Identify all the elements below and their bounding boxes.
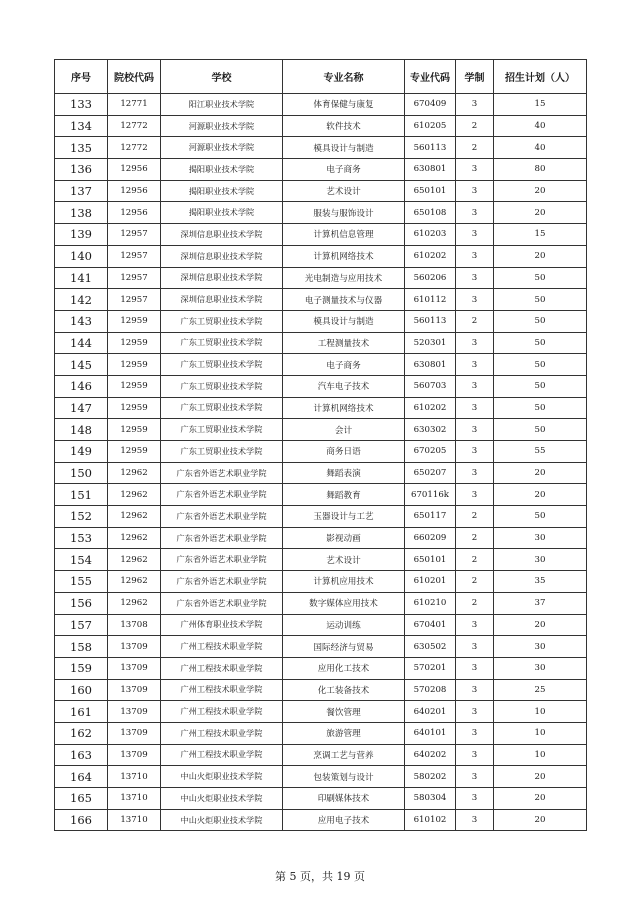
index-cell: 151 [55,484,108,506]
plan-cell: 10 [494,744,587,766]
duration-cell: 3 [456,701,494,723]
major-code-cell: 670409 [405,94,456,116]
major-code-cell: 520301 [405,332,456,354]
index-cell: 133 [55,94,108,116]
table-row [55,94,587,116]
major-code-cell: 630502 [405,636,456,658]
duration-cell: 3 [456,484,494,506]
major-cell: 电子商务 [283,159,405,181]
major-cell: 舞蹈表演 [283,462,405,484]
table-row [55,484,587,506]
school-cell: 广东工贸职业技术学院 [161,397,283,419]
duration-cell: 3 [456,614,494,636]
school-cell: 揭阳职业技术学院 [161,202,283,224]
index-cell: 165 [55,788,108,810]
major-cell: 计算机应用技术 [283,571,405,593]
index-cell: 153 [55,527,108,549]
major-cell: 包装策划与设计 [283,766,405,788]
index-cell: 161 [55,701,108,723]
school-cell: 中山火炬职业技术学院 [161,788,283,810]
major-cell: 模具设计与制造 [283,137,405,159]
school-code-cell: 12772 [108,115,161,137]
school-code-cell: 12957 [108,245,161,267]
major-code-cell: 570208 [405,679,456,701]
duration-cell: 2 [456,137,494,159]
index-cell: 150 [55,462,108,484]
major-cell: 数字媒体应用技术 [283,592,405,614]
major-cell: 计算机网络技术 [283,397,405,419]
index-cell: 144 [55,332,108,354]
plan-cell: 50 [494,506,587,528]
index-cell: 149 [55,441,108,463]
plan-cell: 20 [494,245,587,267]
duration-cell: 2 [456,310,494,332]
duration-cell: 2 [456,571,494,593]
major-code-cell: 630801 [405,354,456,376]
plan-cell: 10 [494,701,587,723]
school-cell: 广州工程技术职业学院 [161,701,283,723]
major-cell: 应用化工技术 [283,657,405,679]
school-code-cell: 12962 [108,592,161,614]
index-cell: 142 [55,289,108,311]
major-cell: 工程测量技术 [283,332,405,354]
school-code-cell: 13709 [108,679,161,701]
index-cell: 146 [55,375,108,397]
major-code-cell: 650207 [405,462,456,484]
major-cell: 化工装备技术 [283,679,405,701]
school-cell: 广州工程技术职业学院 [161,657,283,679]
major-code-cell: 640101 [405,722,456,744]
duration-cell: 2 [456,592,494,614]
major-cell: 光电制造与应用技术 [283,267,405,289]
school-code-cell: 12959 [108,332,161,354]
major-code-cell: 650117 [405,506,456,528]
school-cell: 揭阳职业技术学院 [161,159,283,181]
index-cell: 162 [55,722,108,744]
index-cell: 141 [55,267,108,289]
school-code-cell: 12771 [108,94,161,116]
index-cell: 145 [55,354,108,376]
school-code-cell: 12957 [108,224,161,246]
plan-cell: 20 [494,766,587,788]
table-row [55,809,587,831]
school-cell: 揭阳职业技术学院 [161,180,283,202]
major-cell: 计算机网络技术 [283,245,405,267]
school-code-cell: 12962 [108,506,161,528]
school-cell: 河源职业技术学院 [161,115,283,137]
plan-cell: 40 [494,115,587,137]
plan-cell: 50 [494,332,587,354]
table-row [55,180,587,202]
plan-cell: 50 [494,310,587,332]
major-code-cell: 560113 [405,310,456,332]
table-row [55,527,587,549]
major-cell: 运动训练 [283,614,405,636]
plan-cell: 25 [494,679,587,701]
table-row [55,701,587,723]
header-plan: 招生计划（人） [494,60,587,94]
major-cell: 电子商务 [283,354,405,376]
school-cell: 广东省外语艺术职业学院 [161,592,283,614]
table-row [55,159,587,181]
index-cell: 158 [55,636,108,658]
school-code-cell: 12959 [108,419,161,441]
duration-cell: 3 [456,722,494,744]
school-code-cell: 13708 [108,614,161,636]
table-row [55,506,587,528]
major-code-cell: 610201 [405,571,456,593]
duration-cell: 3 [456,375,494,397]
school-cell: 广东工贸职业技术学院 [161,441,283,463]
major-code-cell: 670205 [405,441,456,463]
table-row [55,744,587,766]
school-cell: 广东省外语艺术职业学院 [161,484,283,506]
duration-cell: 3 [456,744,494,766]
table-row [55,592,587,614]
major-code-cell: 560113 [405,137,456,159]
table-row [55,202,587,224]
index-cell: 155 [55,571,108,593]
index-cell: 148 [55,419,108,441]
duration-cell: 3 [456,267,494,289]
school-code-cell: 12956 [108,180,161,202]
major-code-cell: 650101 [405,549,456,571]
plan-cell: 20 [494,180,587,202]
major-code-cell: 650101 [405,180,456,202]
school-cell: 深圳信息职业技术学院 [161,289,283,311]
school-code-cell: 13709 [108,657,161,679]
duration-cell: 3 [456,766,494,788]
school-code-cell: 12957 [108,267,161,289]
school-cell: 广东工贸职业技术学院 [161,310,283,332]
duration-cell: 3 [456,94,494,116]
school-code-cell: 12957 [108,289,161,311]
header-major: 专业名称 [283,60,405,94]
header-row [55,60,587,94]
school-cell: 广州工程技术职业学院 [161,636,283,658]
school-code-cell: 13709 [108,701,161,723]
major-cell: 汽车电子技术 [283,375,405,397]
school-code-cell: 12956 [108,159,161,181]
page-number: 第 5 页，共 19 页 [275,870,365,883]
plan-cell: 30 [494,636,587,658]
index-cell: 135 [55,137,108,159]
duration-cell: 3 [456,809,494,831]
table-row [55,267,587,289]
table-row [55,657,587,679]
major-code-cell: 660209 [405,527,456,549]
school-code-cell: 12962 [108,462,161,484]
table-row [55,310,587,332]
major-cell: 艺术设计 [283,549,405,571]
plan-cell: 20 [494,614,587,636]
table-row [55,245,587,267]
school-cell: 深圳信息职业技术学院 [161,245,283,267]
school-cell: 广东省外语艺术职业学院 [161,506,283,528]
major-code-cell: 610202 [405,245,456,267]
major-cell: 会计 [283,419,405,441]
header-school: 学校 [161,60,283,94]
table-row [55,137,587,159]
duration-cell: 2 [456,549,494,571]
index-cell: 163 [55,744,108,766]
header-school-code: 院校代码 [108,60,161,94]
duration-cell: 3 [456,419,494,441]
index-cell: 152 [55,506,108,528]
school-cell: 中山火炬职业技术学院 [161,766,283,788]
duration-cell: 3 [456,202,494,224]
major-code-cell: 610205 [405,115,456,137]
plan-cell: 50 [494,397,587,419]
school-cell: 河源职业技术学院 [161,137,283,159]
table-row [55,636,587,658]
table-row [55,375,587,397]
plan-cell: 15 [494,94,587,116]
duration-cell: 3 [456,180,494,202]
duration-cell: 3 [456,159,494,181]
major-cell: 模具设计与制造 [283,310,405,332]
plan-cell: 50 [494,289,587,311]
major-code-cell: 610210 [405,592,456,614]
duration-cell: 2 [456,506,494,528]
school-cell: 深圳信息职业技术学院 [161,267,283,289]
table-row [55,571,587,593]
major-code-cell: 650108 [405,202,456,224]
school-code-cell: 12962 [108,527,161,549]
plan-cell: 40 [494,137,587,159]
index-cell: 164 [55,766,108,788]
index-cell: 134 [55,115,108,137]
school-cell: 广东工贸职业技术学院 [161,332,283,354]
table-row [55,614,587,636]
table-row [55,679,587,701]
major-code-cell: 630801 [405,159,456,181]
school-cell: 广州工程技术职业学院 [161,679,283,701]
major-code-cell: 580202 [405,766,456,788]
major-cell: 国际经济与贸易 [283,636,405,658]
index-cell: 154 [55,549,108,571]
major-code-cell: 670116k [405,484,456,506]
major-code-cell: 610102 [405,809,456,831]
school-code-cell: 12959 [108,397,161,419]
index-cell: 160 [55,679,108,701]
index-cell: 143 [55,310,108,332]
table-row [55,115,587,137]
duration-cell: 3 [456,245,494,267]
school-cell: 阳江职业技术学院 [161,94,283,116]
table-row [55,766,587,788]
major-code-cell: 640202 [405,744,456,766]
duration-cell: 3 [456,224,494,246]
table-row [55,722,587,744]
school-code-cell: 12962 [108,571,161,593]
school-cell: 广州体育职业技术学院 [161,614,283,636]
table-body [55,94,587,831]
school-code-cell: 12772 [108,137,161,159]
major-code-cell: 560703 [405,375,456,397]
header-index: 序号 [55,60,108,94]
major-code-cell: 610203 [405,224,456,246]
school-cell: 中山火炬职业技术学院 [161,809,283,831]
plan-cell: 30 [494,527,587,549]
plan-cell: 10 [494,722,587,744]
school-cell: 广东省外语艺术职业学院 [161,527,283,549]
school-cell: 广东省外语艺术职业学院 [161,571,283,593]
index-cell: 157 [55,614,108,636]
major-cell: 旅游管理 [283,722,405,744]
duration-cell: 2 [456,527,494,549]
plan-cell: 20 [494,788,587,810]
school-cell: 广东工贸职业技术学院 [161,354,283,376]
header-duration: 学制 [456,60,494,94]
school-code-cell: 12959 [108,375,161,397]
table-row [55,462,587,484]
index-cell: 136 [55,159,108,181]
index-cell: 147 [55,397,108,419]
school-code-cell: 12962 [108,484,161,506]
major-cell: 玉器设计与工艺 [283,506,405,528]
plan-cell: 20 [494,484,587,506]
duration-cell: 3 [456,441,494,463]
plan-cell: 30 [494,657,587,679]
index-cell: 156 [55,592,108,614]
index-cell: 166 [55,809,108,831]
table-row [55,419,587,441]
duration-cell: 2 [456,115,494,137]
duration-cell: 3 [456,332,494,354]
table-row [55,332,587,354]
major-cell: 商务日语 [283,441,405,463]
school-code-cell: 13709 [108,636,161,658]
index-cell: 137 [55,180,108,202]
plan-cell: 35 [494,571,587,593]
major-cell: 体育保健与康复 [283,94,405,116]
duration-cell: 3 [456,289,494,311]
plan-cell: 80 [494,159,587,181]
school-code-cell: 13710 [108,766,161,788]
plan-cell: 20 [494,462,587,484]
school-cell: 深圳信息职业技术学院 [161,224,283,246]
school-code-cell: 12959 [108,441,161,463]
major-code-cell: 610112 [405,289,456,311]
school-code-cell: 12959 [108,310,161,332]
school-cell: 广东工贸职业技术学院 [161,375,283,397]
school-code-cell: 13709 [108,722,161,744]
table-row [55,549,587,571]
major-cell: 计算机信息管理 [283,224,405,246]
major-cell: 影视动画 [283,527,405,549]
index-cell: 159 [55,657,108,679]
school-code-cell: 13709 [108,744,161,766]
duration-cell: 3 [456,788,494,810]
major-cell: 艺术设计 [283,180,405,202]
plan-cell: 37 [494,592,587,614]
enrollment-plan-table [54,59,587,831]
major-code-cell: 570201 [405,657,456,679]
major-code-cell: 630302 [405,419,456,441]
duration-cell: 3 [456,679,494,701]
school-cell: 广州工程技术职业学院 [161,722,283,744]
school-cell: 广州工程技术职业学院 [161,744,283,766]
table-row [55,224,587,246]
table-row [55,354,587,376]
major-cell: 舞蹈教育 [283,484,405,506]
major-code-cell: 640201 [405,701,456,723]
major-code-cell: 580304 [405,788,456,810]
plan-cell: 50 [494,375,587,397]
plan-cell: 20 [494,202,587,224]
duration-cell: 3 [456,636,494,658]
header-major-code: 专业代码 [405,60,456,94]
major-code-cell: 670401 [405,614,456,636]
major-code-cell: 610202 [405,397,456,419]
plan-cell: 50 [494,354,587,376]
duration-cell: 3 [456,462,494,484]
school-code-cell: 13710 [108,809,161,831]
table-row [55,289,587,311]
major-code-cell: 560206 [405,267,456,289]
index-cell: 138 [55,202,108,224]
table-header [55,60,587,94]
duration-cell: 3 [456,657,494,679]
school-code-cell: 12959 [108,354,161,376]
major-cell: 印刷媒体技术 [283,788,405,810]
duration-cell: 3 [456,354,494,376]
table-row [55,397,587,419]
index-cell: 140 [55,245,108,267]
plan-cell: 20 [494,809,587,831]
school-code-cell: 12956 [108,202,161,224]
major-cell: 餐饮管理 [283,701,405,723]
school-cell: 广东工贸职业技术学院 [161,419,283,441]
major-cell: 烹调工艺与营养 [283,744,405,766]
table-row [55,788,587,810]
plan-cell: 50 [494,267,587,289]
major-cell: 软件技术 [283,115,405,137]
school-cell: 广东省外语艺术职业学院 [161,549,283,571]
major-cell: 服装与服饰设计 [283,202,405,224]
school-code-cell: 12962 [108,549,161,571]
table-row [55,441,587,463]
major-cell: 电子测量技术与仪器 [283,289,405,311]
major-cell: 应用电子技术 [283,809,405,831]
duration-cell: 3 [456,397,494,419]
school-cell: 广东省外语艺术职业学院 [161,462,283,484]
plan-cell: 30 [494,549,587,571]
index-cell: 139 [55,224,108,246]
plan-cell: 55 [494,441,587,463]
plan-cell: 15 [494,224,587,246]
school-code-cell: 13710 [108,788,161,810]
plan-cell: 50 [494,419,587,441]
